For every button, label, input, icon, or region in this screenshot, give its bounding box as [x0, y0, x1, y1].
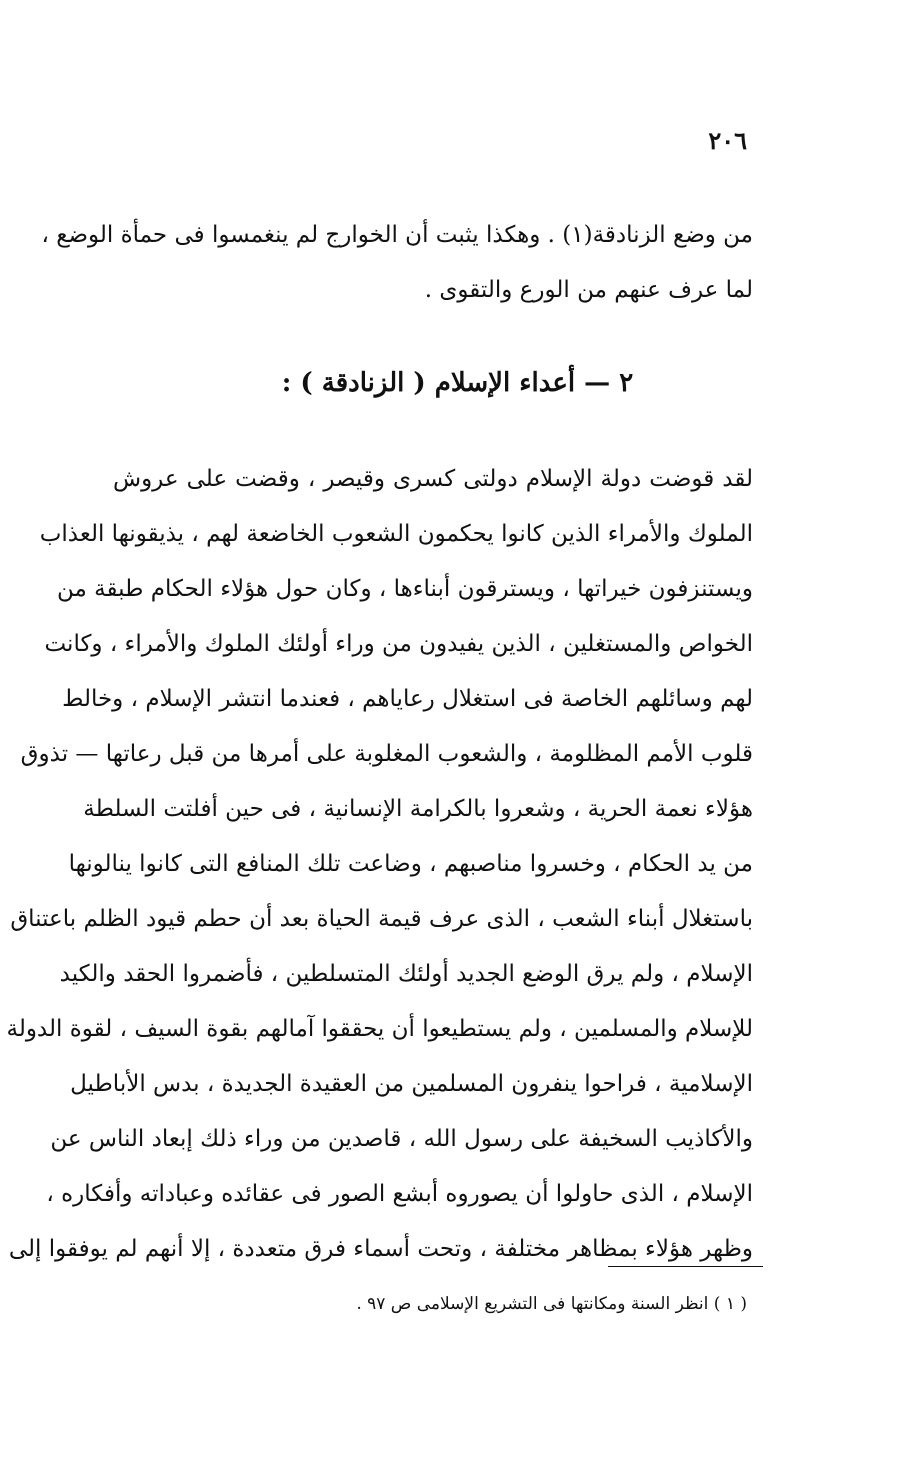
body-line: لهم وسائلهم الخاصة فى استغلال رعاياهم ، فعندما انتشر الإسلام ، وخالط — [62, 686, 753, 712]
body-line: الخواص والمستغلين ، الذين يفيدون من وراء أولئك الملوك والأمراء ، وكانت — [44, 631, 753, 657]
body-line: للإسلام والمسلمين ، ولم يستطيعوا أن يحققوا آمالهم بقوة السيف ، لقوة الدولة — [6, 1016, 753, 1042]
body-line: الملوك والأمراء الذين كانوا يحكمون الشعوب الخاضعة لهم ، يذيقونها العذاب — [39, 521, 753, 547]
intro-line: لما عرف عنهم من الورع والتقوى . — [424, 277, 753, 303]
body-line: من يد الحكام ، وخسروا مناصبهم ، وضاعت تلك المنافع التى كانوا ينالونها — [68, 851, 753, 877]
body-line: لقد قوضت دولة الإسلام دولتى كسرى وقيصر ، وقضت على عروش — [113, 466, 753, 492]
intro-paragraph — [41, 208, 753, 318]
body-line: باستغلال أبناء الشعب ، الذى عرف قيمة الحياة بعد أن حطم قيود الظلم باعتناق — [10, 906, 753, 932]
body-line: قلوب الأمم المظلومة ، والشعوب المغلوبة على أمرها من قبل رعاتها — تذوق — [20, 741, 753, 767]
section-heading: ٢ — أعداء الإسلام ( الزنادقة ) : — [281, 368, 634, 398]
body-line: هؤلاء نعمة الحرية ، وشعروا بالكرامة الإنسانية ، فى حين أفلتت السلطة — [83, 796, 753, 822]
page-number: ٢٠٦ — [708, 126, 747, 155]
body-line: الإسلامية ، فراحوا ينفرون المسلمين من العقيدة الجديدة ، بدس الأباطيل — [70, 1071, 753, 1097]
body-line: الإسلام ، الذى حاولوا أن يصوروه أبشع الصور فى عقائده وعباداته وأفكاره ، — [46, 1181, 753, 1207]
footnote: ( ١ ) انظر السنة ومكانتها فى التشريع الإسلامى ص ٩٧ . — [356, 1294, 747, 1314]
footnote-divider — [608, 1266, 763, 1267]
body-line: ويستنزفون خيراتها ، ويسترقون أبناءها ، وكان حول هؤلاء الحكام طبقة من — [57, 576, 753, 602]
body-paragraph — [6, 452, 753, 1277]
body-line: وظهر هؤلاء بمظاهر مختلفة ، وتحت أسماء فرق متعددة ، إلا أنهم لم يوفقوا إلى — [8, 1236, 753, 1262]
intro-line: من وضع الزنادقة(١) . وهكذا يثبت أن الخوارج لم ينغمسوا فى حمأة الوضع ، — [41, 222, 753, 248]
body-line: الإسلام ، ولم يرق الوضع الجديد أولئك المتسلطين ، فأضمروا الحقد والكيد — [59, 961, 753, 987]
body-line: والأكاذيب السخيفة على رسول الله ، قاصدين من وراء ذلك إبعاد الناس عن — [50, 1126, 753, 1152]
